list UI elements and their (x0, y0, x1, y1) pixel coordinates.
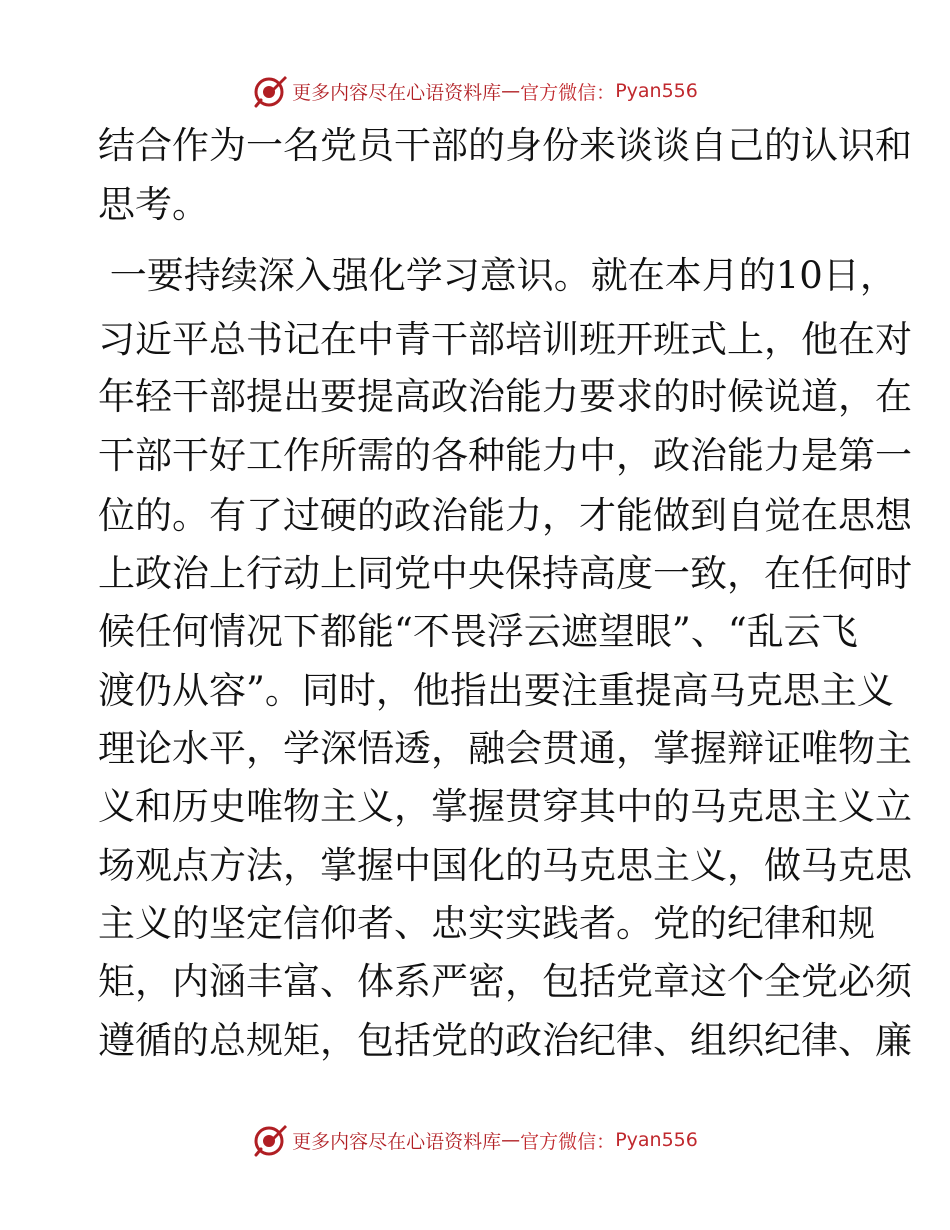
wechat-id: Pyan556 (615, 80, 698, 102)
header-banner (0, 69, 950, 113)
text-line: 主义的坚定信仰者、忠实实践者。党的纪律和规 (98, 902, 875, 945)
pen-seal-icon (252, 1122, 288, 1158)
text-line: 义和历史唯物主义，掌握贯穿其中的马克思主义立 (98, 785, 912, 828)
text-line: 位的。有了过硬的政治能力，才能做到自觉在思想 (98, 494, 912, 537)
banner-text: 更多内容尽在心语资料库 (292, 1130, 502, 1153)
wechat-id: Pyan556 (615, 1129, 698, 1151)
banner-separator: — (501, 80, 521, 102)
text-line: 年轻干部提出要提高政治能力要求的时候说道，在 (98, 375, 912, 418)
text-line: 思考。 (98, 183, 209, 226)
text-line: 上政治上行动上同党中央保持高度一致，在任何时 (98, 552, 912, 595)
pen-seal-icon (252, 73, 288, 109)
text-line: 习近平总书记在中青干部培训班开班式上，他在对 (98, 318, 912, 361)
wechat-label: 官方微信： (520, 1130, 616, 1153)
text-line: 干部干好工作所需的各种能力中，政治能力是第一 (98, 434, 912, 477)
text-line: 候任何情况下都能“不畏浮云遮望眼”、“乱云飞 (98, 610, 858, 653)
text-line: 渡仍从容”。同时，他指出要注重提高马克思主义 (98, 669, 894, 712)
text-line: 场观点方法，掌握中国化的马克思主义，做马克思 (98, 844, 912, 887)
text-line: 理论水平，学深悟透，融会贯通，掌握辩证唯物主 (98, 727, 912, 770)
text-line: 结合作为一名党员干部的身份来谈谈自己的认识和 (98, 124, 912, 167)
footer-banner (0, 1118, 950, 1162)
text-line: 矩，内涵丰富、体系严密，包括党章这个全党必须 (98, 960, 912, 1003)
text-line: 遵循的总规矩，包括党的政治纪律、组织纪律、廉 (98, 1019, 912, 1062)
banner-text: 更多内容尽在心语资料库 (292, 81, 502, 104)
wechat-label: 官方微信： (520, 81, 616, 104)
banner-separator: — (501, 1129, 521, 1151)
text-line: 一要持续深入强化学习意识。就在本月的10日， (98, 254, 897, 297)
